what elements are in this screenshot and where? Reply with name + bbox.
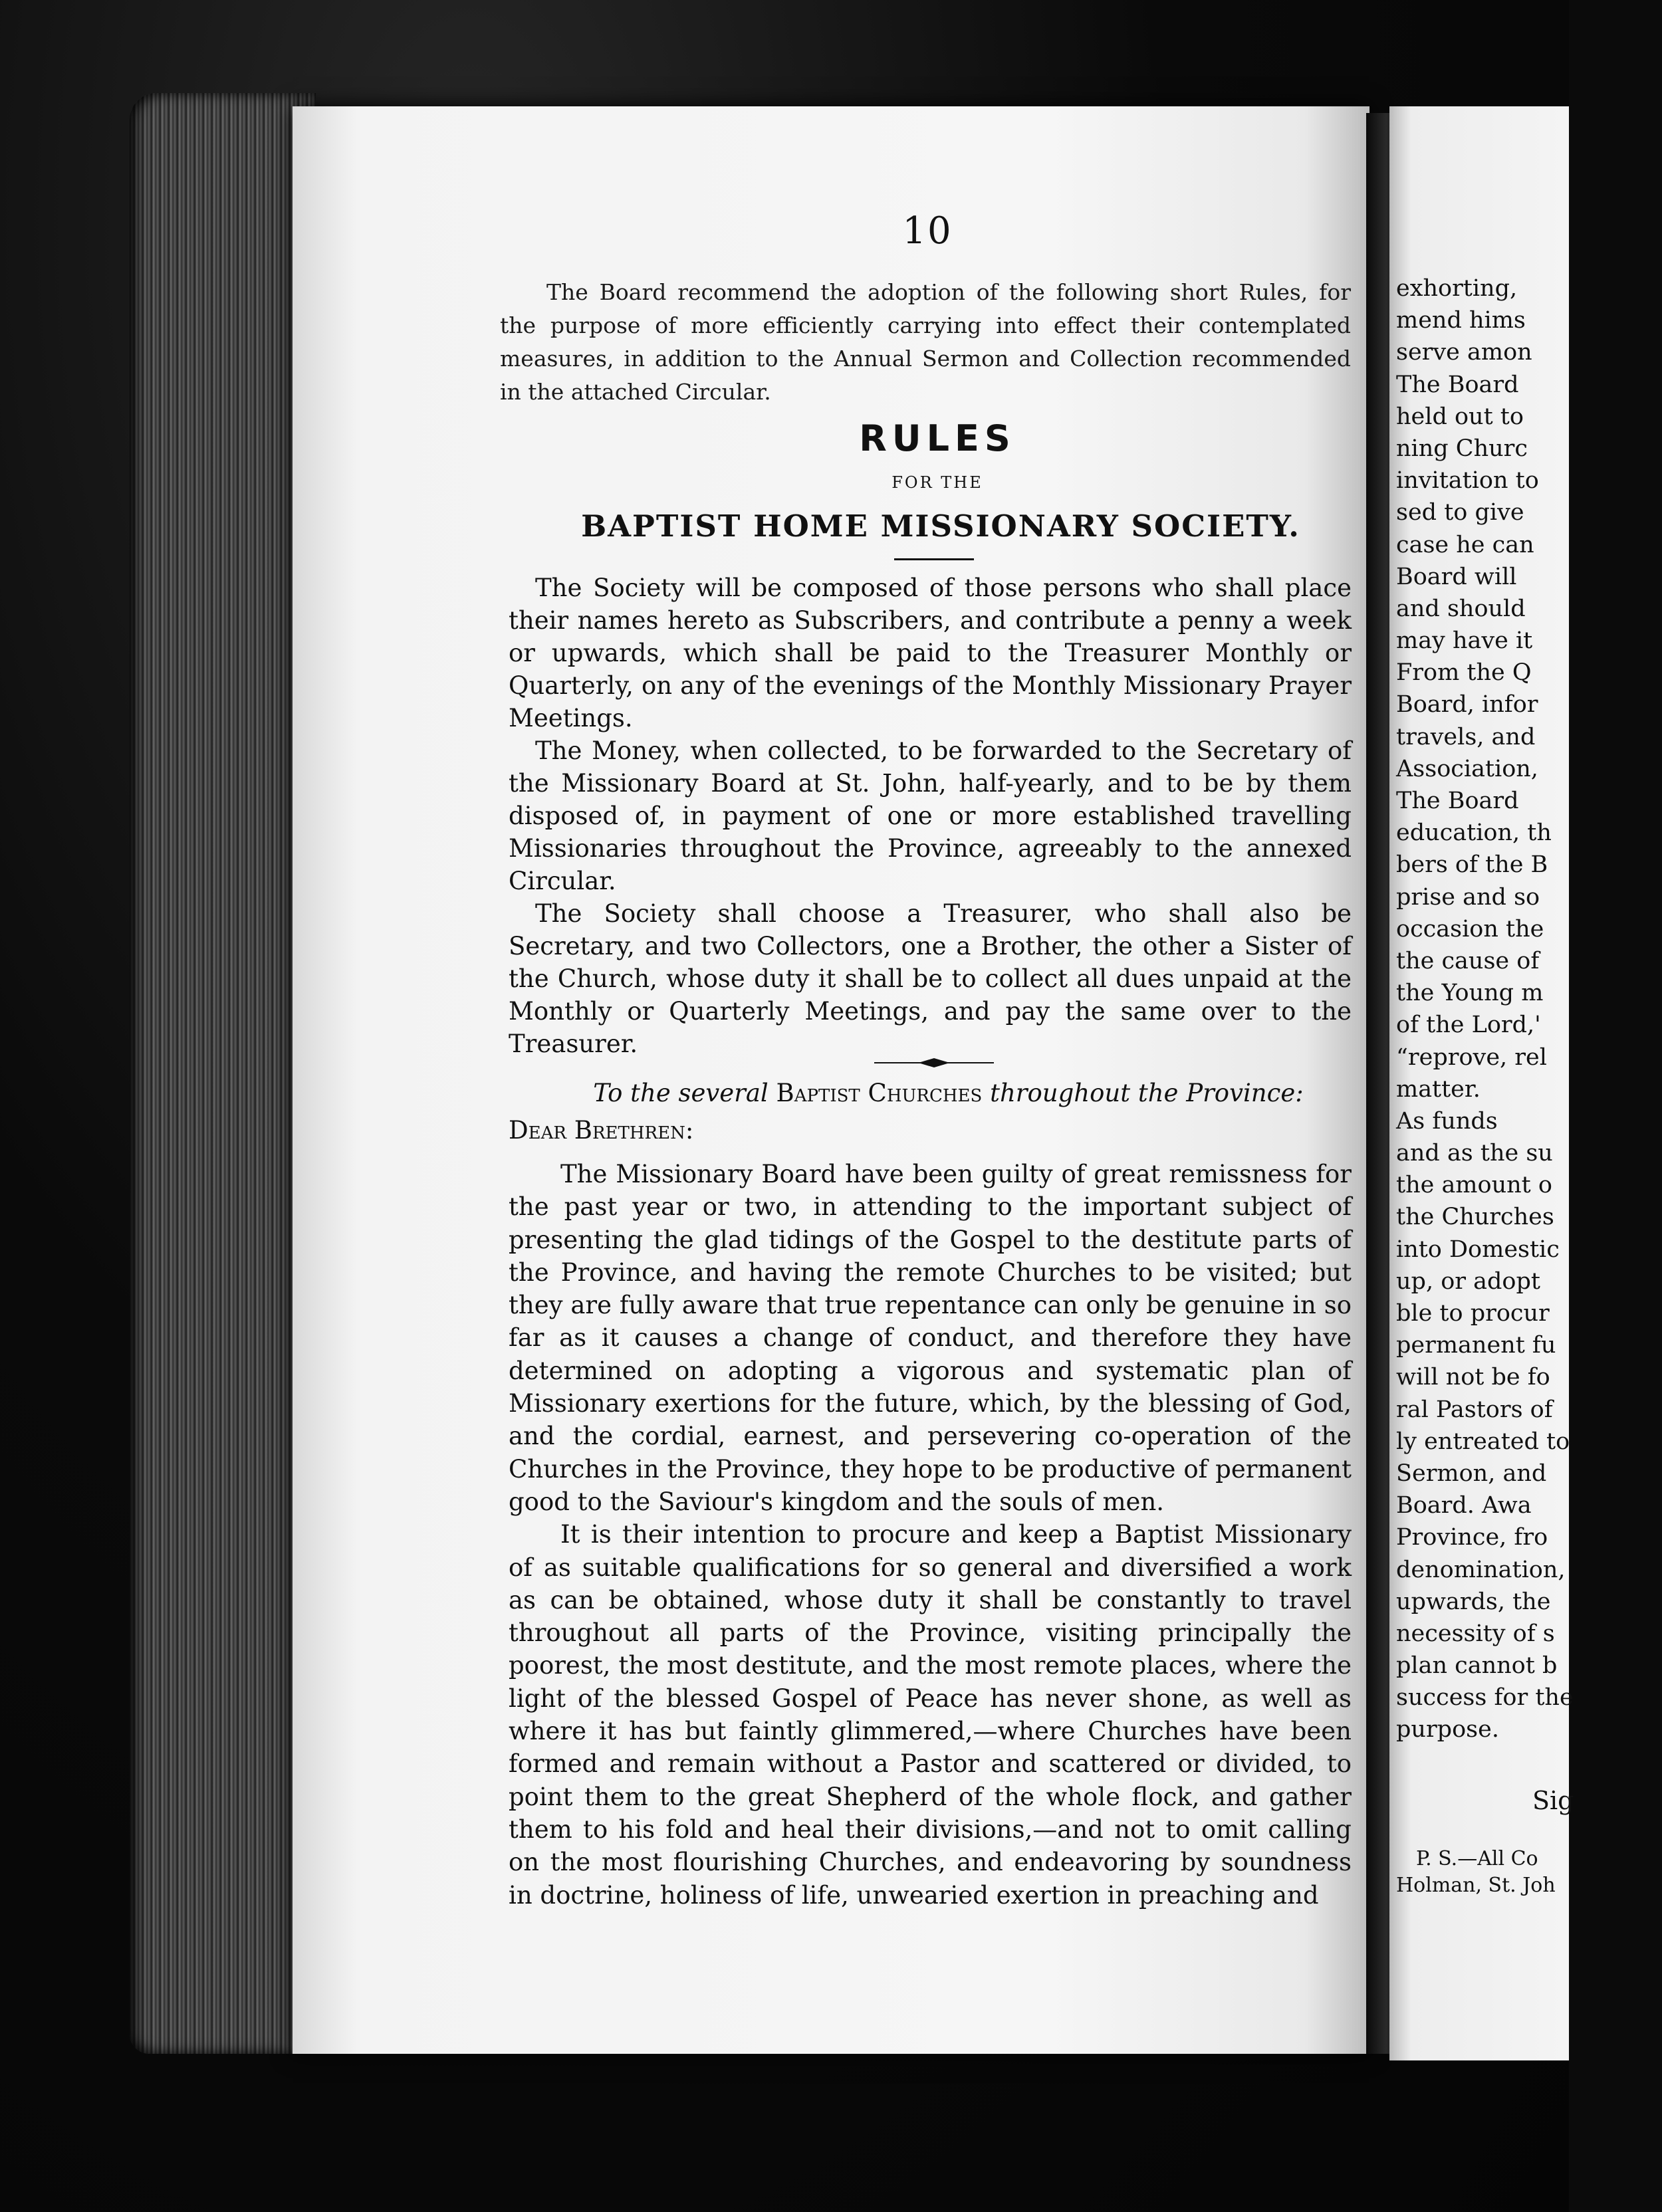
right-page-line: necessity of s — [1396, 1620, 1555, 1647]
right-page-line: “reprove, rel — [1396, 1044, 1547, 1071]
right-page-line: From the Q — [1396, 659, 1532, 687]
right-page-line: will not be fo — [1396, 1364, 1550, 1391]
address-part: Baptist Churches — [776, 1079, 983, 1107]
title-rule-divider — [894, 558, 974, 560]
right-page-line: the amount o — [1396, 1172, 1552, 1199]
right-page-postscript: P. S.—All Co — [1416, 1846, 1538, 1870]
right-page-line: success for the — [1396, 1684, 1574, 1712]
right-page-line: into Domestic — [1396, 1236, 1560, 1263]
right-page-line: prise and so — [1396, 883, 1540, 911]
right-page-line: permanent fu — [1396, 1332, 1556, 1359]
right-page-line: case he can — [1396, 531, 1534, 558]
address-part: To the several — [593, 1079, 769, 1107]
right-page-column — [1396, 273, 1662, 1899]
letter-paragraph: It is their intention to procure and keep a Baptist Missionary of as suitable qualifications for so general and diversified a work as can be obtained, whose duty it shall be constantly to travel throughout all parts of the Province, visiting principally the poorest, the most destitute, and the most remote places, where the light of the blessed Gospel of Peace has never shone, as well as where it has but faintly glimmered,—where Churches have been formed and remain without a Pastor and scattered or divided, to point them to the great Shepherd of the whole flock, and gather them to his fold and heal their divisions,—and not to omit calling on the most flourishing Churches, and endeavoring by soundness in doctrine, holiness of life, unwearied exertion in preaching and — [509, 1520, 1352, 1910]
society-title: BAPTIST HOME MISSIONARY SOCIETY. — [581, 508, 1300, 544]
right-page-line: sed to give — [1396, 499, 1524, 526]
right-page-line: and should — [1396, 595, 1526, 622]
right-page-line: the Churches — [1396, 1204, 1554, 1231]
right-page-line: serve amon — [1396, 339, 1532, 366]
right-page-line: may have it — [1396, 627, 1533, 655]
right-page-line: the cause of — [1396, 947, 1540, 974]
rule-paragraph: The Society shall choose a Treasurer, who shall also be Secretary, and two Collectors, one a Brother, the other a Sister of the Church, whose duty it shall be to collect all dues unpaid at the Monthly or Quarterly Meetings, and pay the same over to the Treasurer. — [509, 899, 1352, 1058]
right-page-line: ral Pastors of — [1396, 1396, 1553, 1423]
right-page-line: of the Lord,' — [1396, 1012, 1541, 1039]
letter-body — [509, 1158, 1352, 1912]
right-page-line: matter. — [1396, 1075, 1481, 1103]
right-page-postscript: Holman, St. Joh — [1396, 1873, 1556, 1897]
right-page-line: ly entreated to — [1396, 1428, 1570, 1455]
for-the-label: FOR THE — [891, 473, 983, 492]
ornamental-divider — [874, 1058, 994, 1067]
right-page-line: The Board — [1396, 788, 1519, 814]
right-page-line: purpose. — [1396, 1716, 1499, 1743]
right-page-signature: Sig — [1532, 1785, 1574, 1815]
right-page-line: ning Churc — [1396, 435, 1528, 462]
right-page-line: bers of the B — [1396, 851, 1548, 879]
right-page-line: education, th — [1396, 820, 1552, 847]
right-page-line: travels, and — [1396, 723, 1536, 750]
right-page-line: Board. Awa — [1396, 1492, 1532, 1519]
book-page-edges — [130, 93, 316, 2054]
rule-paragraph: The Money, when collected, to be forwarded to the Secretary of the Missionary Board at St. John, half-yearly, and to be by them disposed of, in payment of one or more established travelling Missionaries throughout the Province, agreeably to the annexed Circular. — [509, 736, 1352, 895]
right-page-line: occasion the — [1396, 915, 1544, 942]
right-page-line: Province, fro — [1396, 1524, 1548, 1551]
salutation: Dear Brethren: — [509, 1116, 694, 1145]
right-page-line: Board, infor — [1396, 691, 1538, 719]
right-page-line: ble to procur — [1396, 1300, 1550, 1327]
right-page-line: upwards, the — [1396, 1588, 1551, 1615]
right-page-line: As funds — [1396, 1107, 1498, 1135]
right-page-line: plan cannot b — [1396, 1652, 1558, 1680]
intro-paragraph: The Board recommend the adoption of the following short Rules, for the purpose of more efficiently carrying into effect their contemplated measures, in addition to the Annual Sermon and Collection recommended in the attached Circular. — [500, 279, 1351, 405]
right-page-line: Board will — [1396, 563, 1517, 590]
rules-heading: RULES — [859, 417, 1016, 459]
right-page-line: Sermon, and — [1396, 1460, 1547, 1487]
right-page-line: exhorting, — [1396, 275, 1518, 302]
right-page-line: held out to — [1396, 403, 1524, 430]
right-page-line: Association, — [1396, 755, 1538, 782]
rule-paragraph: The Society will be composed of those persons who shall place their names hereto as Subscribers, and contribute a penny a week or upwards, which shall be paid to the Treasurer Monthly or Quarterly, on any of the evenings of the Monthly Missionary Prayer Meetings. — [509, 574, 1352, 732]
letter-address — [545, 1077, 1352, 1110]
address-part: throughout the Province: — [990, 1079, 1304, 1107]
page-number: 10 — [902, 209, 953, 253]
right-page-line: up, or adopt — [1396, 1268, 1540, 1295]
rules-list — [509, 572, 1352, 1060]
right-page-line: mend hims — [1396, 307, 1526, 334]
right-page-line: the Young m — [1396, 980, 1544, 1007]
right-page-line: and as the su — [1396, 1140, 1553, 1167]
letter-paragraph: The Missionary Board have been guilty of great remissness for the past year or two, in attending to the important subject of presenting the glad tidings of the Gospel to the destitute parts of the Province, and having the remote Churches to be visited; but they are fully aware that true repentance can only be genuine in so far as it causes a change of conduct, and therefore they have determined on adopting a vigorous and systematic plan of Missionary exertions for the future, which, by the blessing of God, and the cordial, earnest, and persevering co-operation of the Churches in the Province, they hope to be productive of permanent good to the Saviour's kingdom and the souls of men. — [509, 1160, 1352, 1516]
right-page-line: invitation to — [1396, 467, 1539, 495]
right-page-line: denomination, — [1396, 1556, 1566, 1583]
right-page-line: The Board — [1396, 371, 1519, 398]
